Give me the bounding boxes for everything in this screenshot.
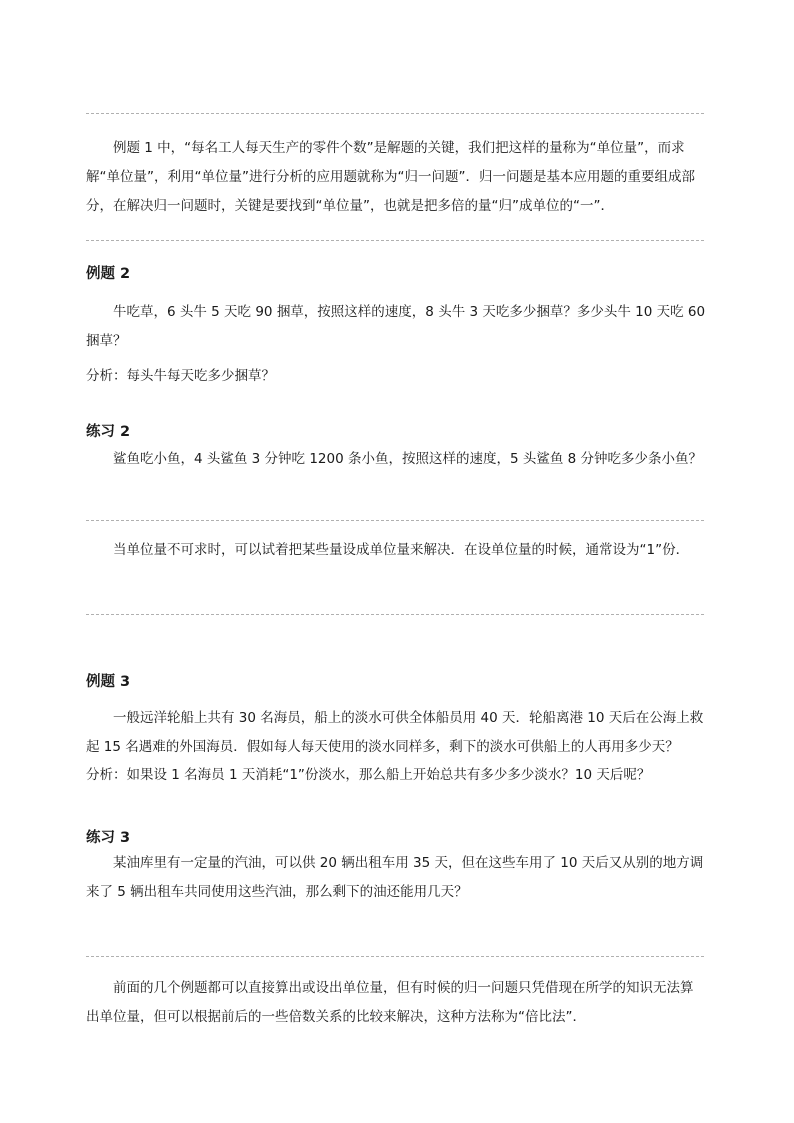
practice-2-title: 练习 2 bbox=[86, 424, 131, 440]
dashed-divider bbox=[86, 956, 704, 957]
dashed-divider bbox=[86, 240, 704, 241]
example-3-title: 例题 3 bbox=[86, 674, 131, 690]
practice-2-problem: 鲨鱼吃小鱼，4 头鲨鱼 3 分钟吃 1200 条小鱼，按照这样的速度，5 头鲨鱼 8 分钟吃多少条小鱼？ bbox=[113, 451, 703, 467]
dashed-divider bbox=[86, 614, 704, 615]
example-3-analysis: 分析：如果设 1 名海员 1 天消耗“1”份淡水，那么船上开始总共有多少多少淡水？10 天后呢？ bbox=[86, 767, 651, 783]
unit-assumption-intro: 当单位量不可求时，可以试着把某些量设成单位量来解决．在设单位量的时候，通常设为“1”份． bbox=[113, 542, 690, 558]
ratio-method-intro: 前面的几个例题都可以直接算出或设出单位量，但有时候的归一问题只凭借现在所学的知识无法算出单位量，但可以根据前后的一些倍数关系的比较来解决，这种方法称为“倍比法”． bbox=[86, 980, 694, 1025]
dashed-divider bbox=[86, 520, 704, 521]
practice-3-problem: 某油库里有一定量的汽油，可以供 20 辆出租车用 35 天，但在这些车用了 10 天后又从别的地方调来了 5 辆出租车共同使用这些汽油，那么剩下的油还能用几天？ bbox=[86, 855, 704, 900]
unit-quantity-intro: 例题 1 中，“每名工人每天生产的零件个数”是解题的关键，我们把这样的量称为“单位量”，而求解“单位量”，利用“单位量”进行分析的应用题就称为“归一问题”．归一问题是基本应用题的重要组成部分，在解决归一问题时，关键是要找到“单位量”，也就是把多倍的量“归”成单位的“一”． bbox=[86, 140, 695, 214]
practice-3-title: 练习 3 bbox=[86, 830, 131, 846]
example-2-title: 例题 2 bbox=[86, 266, 131, 282]
example-2-problem: 牛吃草，6 头牛 5 天吃 90 捆草，按照这样的速度，8 头牛 3 天吃多少捆草？多少头牛 10 天吃 60 捆草？ bbox=[86, 304, 706, 349]
example-3-problem: 一般远洋轮船上共有 30 名海员，船上的淡水可供全体船员用 40 天．轮船离港 10 天后在公海上救起 15 名遇难的外国海员．假如每人每天使用的淡水同样多，剩下的淡水可供船上的人再用多少天？ bbox=[86, 710, 704, 755]
example-2-analysis: 分析：每头牛每天吃多少捆草？ bbox=[86, 368, 275, 384]
dashed-divider bbox=[86, 113, 704, 114]
